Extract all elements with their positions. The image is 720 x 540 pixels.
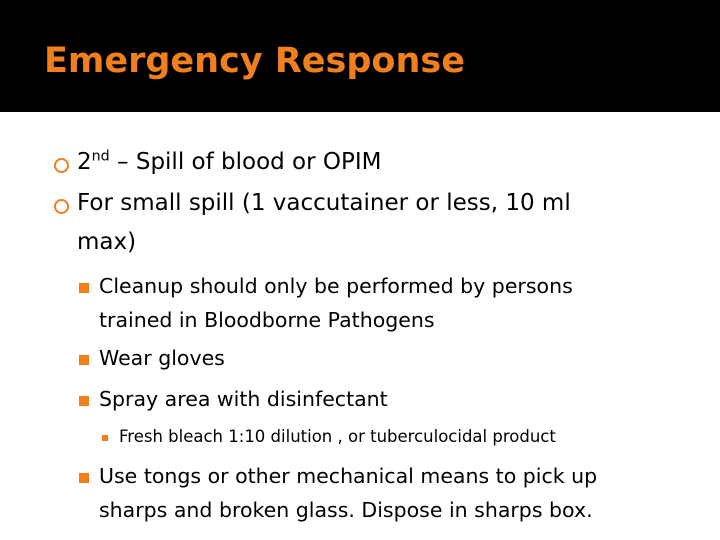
small-square-bullet-icon [102, 435, 108, 441]
sub-bullet-cleanup-line1: Cleanup should only be performed by persons [99, 274, 573, 298]
hollow-circle-bullet-icon [54, 199, 69, 214]
slide-title: Emergency Response [44, 41, 465, 81]
bullet-spill-superscript: nd [91, 148, 110, 165]
square-bullet-icon [79, 396, 89, 406]
bullet-small-spill-line1: For small spill (1 vaccutainer or less, 10 ml [77, 190, 571, 216]
square-bullet-icon [79, 473, 89, 483]
bullet-spill-prefix: 2 [77, 149, 92, 175]
bullet-spill-of-blood [77, 149, 382, 177]
bullet-small-spill-line2: max) [77, 229, 137, 255]
sub-bullet-wear-gloves: Wear gloves [99, 346, 225, 370]
square-bullet-icon [79, 283, 89, 293]
sub-bullet-tongs-line1: Use tongs or other mechanical means to pick up [99, 464, 598, 488]
sub-bullet-spray-area: Spray area with disinfectant [99, 387, 388, 411]
sub-bullet-cleanup-line2: trained in Bloodborne Pathogens [99, 308, 435, 332]
square-bullet-icon [79, 355, 89, 365]
hollow-circle-bullet-icon [54, 158, 69, 173]
sub-sub-bullet-bleach: Fresh bleach 1:10 dilution , or tuberculocidal product [119, 427, 556, 446]
bullet-spill-text: – Spill of blood or OPIM [109, 149, 382, 175]
sub-bullet-tongs-line2: sharps and broken glass. Dispose in sharps box. [99, 498, 593, 522]
